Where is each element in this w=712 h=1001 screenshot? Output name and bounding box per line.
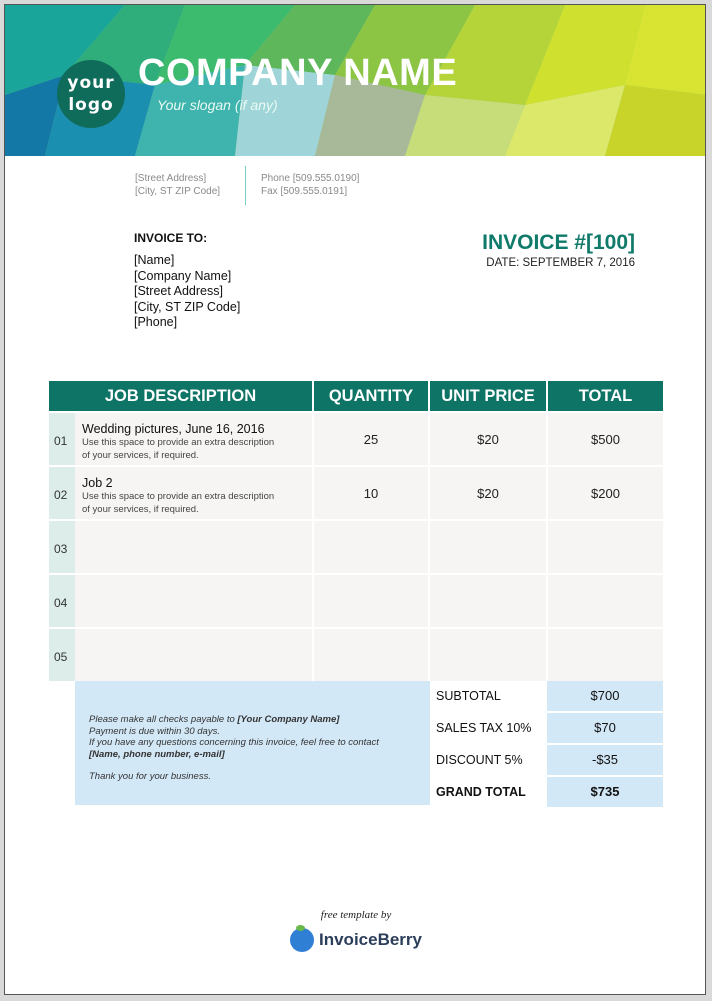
row-total: $500: [548, 413, 663, 465]
notes-company-placeholder: [Your Company Name]: [237, 714, 340, 725]
company-name: COMPANY NAME: [138, 52, 458, 94]
row-total: [548, 629, 663, 681]
invoiceberry-brand[interactable]: [290, 928, 422, 952]
bill-to-name: [Name]: [134, 253, 175, 267]
grand-total-row: [430, 777, 663, 807]
row-unit-price: [430, 521, 548, 573]
bill-to-block: [134, 231, 240, 331]
sender-fax: Fax [509.555.0191]: [261, 186, 348, 197]
row-number: 02: [49, 467, 75, 519]
sender-phone: Phone [509.555.0190]: [261, 173, 360, 184]
company-slogan: Your slogan (if any): [157, 97, 278, 113]
row-desc-1: Use this space to provide an extra description: [82, 491, 275, 502]
row-quantity: [314, 521, 430, 573]
row-quantity: [314, 575, 430, 627]
subtotal-value: $700: [547, 681, 663, 711]
row-quantity: 10: [314, 467, 430, 519]
notes-line-4: [Name, phone number, e-mail]: [89, 748, 225, 760]
table-row: [49, 575, 663, 627]
bill-to-title: INVOICE TO:: [134, 231, 208, 245]
row-desc-2: of your services, if required.: [82, 449, 199, 461]
table-row: [49, 521, 663, 573]
sales-tax-label: SALES TAX 10%: [430, 713, 547, 743]
bill-to-street: [Street Address]: [134, 284, 223, 299]
row-title: Wedding pictures, June 16, 2016: [82, 422, 265, 436]
row-description: [75, 629, 314, 681]
table-row: [49, 413, 663, 465]
row-desc-1: Use this space to provide an extra description: [82, 437, 275, 448]
table-row: [49, 467, 663, 519]
row-unit-price: [430, 575, 548, 627]
bill-to-company: [Company Name]: [134, 268, 232, 283]
brand-name: InvoiceBerry: [319, 930, 422, 949]
row-total: [548, 575, 663, 627]
sender-contact: [261, 172, 359, 198]
row-unit-price: [430, 629, 548, 681]
sender-address: [135, 172, 220, 198]
sender-city: [City, ST ZIP Code]: [135, 186, 221, 197]
sales-tax-row: [430, 713, 663, 743]
row-total: $200: [548, 467, 663, 519]
template-credit: free template by: [320, 909, 392, 921]
subtotal-label: SUBTOTAL: [430, 681, 547, 711]
invoice-number: INVOICE #[100]: [482, 231, 635, 254]
row-description: [75, 467, 314, 519]
row-description: [75, 521, 314, 573]
subtotal-row: [430, 681, 663, 711]
row-number: 04: [49, 575, 75, 627]
logo-line-2: logo: [68, 95, 114, 115]
bill-to-phone: [Phone]: [134, 315, 178, 330]
header-banner: [5, 5, 706, 156]
row-number: 03: [49, 521, 75, 573]
row-quantity: 25: [314, 413, 430, 465]
row-unit-price: $20: [430, 413, 548, 465]
header-unit-price: UNIT PRICE: [430, 381, 548, 411]
row-desc-2: of your services, if required.: [82, 503, 199, 515]
row-description: [75, 413, 314, 465]
bill-to-city: [City, ST ZIP Code]: [134, 299, 241, 314]
table-header: [49, 381, 663, 411]
header-job-description: JOB DESCRIPTION: [49, 381, 314, 411]
header-total: TOTAL: [578, 387, 633, 405]
berry-icon: [290, 928, 314, 952]
discount-row: [430, 745, 663, 775]
sales-tax-value: $70: [547, 713, 663, 743]
table-row: [49, 629, 663, 681]
company-logo: [57, 60, 125, 128]
row-description: [75, 575, 314, 627]
logo-line-1: your: [67, 73, 115, 93]
discount-value: -$35: [547, 745, 663, 775]
invoice-date: DATE: SEPTEMBER 7, 2016: [486, 257, 635, 269]
address-divider: [245, 166, 246, 205]
notes-line-3: If you have any questions concerning this invoice, feel free to contact: [89, 737, 379, 748]
grand-total-value: $735: [547, 777, 663, 807]
notes-line-1-text: Please make all checks payable to: [89, 714, 238, 725]
notes-line-2: Payment is due within 30 days.: [89, 725, 220, 737]
row-total: [548, 521, 663, 573]
row-number: 05: [49, 629, 75, 681]
notes-thanks: Thank you for your business.: [89, 771, 211, 782]
row-quantity: [314, 629, 430, 681]
header-quantity: QUANTITY: [314, 381, 430, 411]
grand-total-label: GRAND TOTAL: [430, 777, 547, 807]
row-unit-price: $20: [430, 467, 548, 519]
notes-line-1: [89, 714, 419, 726]
payment-notes: [75, 681, 430, 805]
invoice-sheet: [4, 4, 706, 995]
sender-street: [Street Address]: [135, 173, 207, 184]
discount-label: DISCOUNT 5%: [430, 745, 547, 775]
row-title: Job 2: [82, 476, 113, 490]
row-number: 01: [49, 413, 75, 465]
